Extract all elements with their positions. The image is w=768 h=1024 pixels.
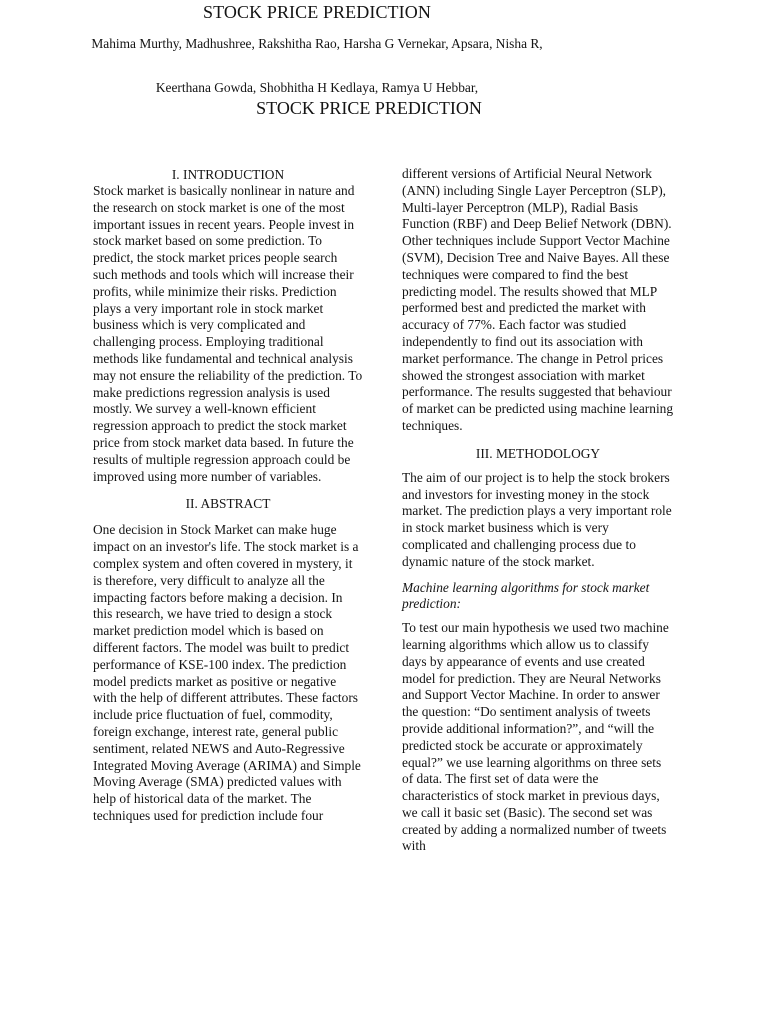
methodology-paragraph-2: To test our main hypothesis we used two machine learning algorithms which allow us to classify days by appearance of events and use created model for prediction. They are Neural Networks and Support Vector Machine. In order to answer the question: “Do sentiment analysis of tweets provide additional information?”, and “will the predicted stock be accurate or approximately equal?” we use learning algorithms on three sets of data. The first set of data were the characteristics of stock market in previous days, we call it basic set (Basic). The second set was created by adding a normalized number of tweets with bbox=[402, 620, 669, 854]
methodology-subheading: Machine learning algorithms for stock market prediction: bbox=[402, 579, 650, 612]
abstract-paragraph-continued: different versions of Artificial Neural Network (ANN) including Single Layer Perceptron (SLP), Multi-layer Perceptron (MLP), Radial Basis Function (RBF) and Deep Belief Network (DBN). Other techniques include Support Vector Machine (SVM), Decision Tree and Naive Bayes. All these techniques were compared to find the best predicting model. The results showed that MLP performed best and predicted the market with accuracy of 77%. Each factor was studied independently to find out its association with market performance. The change in Petrol prices showed the strongest association with market performance. The results suggested that behaviour of market can be predicted using machine learning techniques. bbox=[402, 166, 674, 433]
author-list-continued: Keerthana Gowda, Shobhitha H Kedlaya, Ramya U Hebbar, bbox=[155, 80, 479, 95]
methodology-heading: III. METHODOLOGY bbox=[475, 445, 601, 461]
methodology-paragraph: The aim of our project is to help the stock brokers and investors for investing money in the stock market. The prediction plays a very important role in stock market business which is very complicated and challenging process due to dynamic nature of the stock market. bbox=[402, 469, 672, 569]
abstract-heading: II. ABSTRACT bbox=[185, 496, 271, 512]
abstract-paragraph: One decision in Stock Market can make huge impact on an investor's life. The stock market is a complex system and often covered in mystery, it is therefore, very difficult to analyze all the impacting factors before making a decision. In this research, we have tried to design a stock market prediction model which is based on different factors. The model was built to predict performance of KSE-100 index. The prediction model predicts market as positive or negative with the help of different attributes. These factors include price fluctuation of fuel, commodity, foreign exchange, interest rate, general public sentiment, related NEWS and Auto-Regressive Integrated Moving Average (ARIMA) and Simple Moving Average (SMA) predicted values with help of historical data of the market. The techniques used for prediction include four bbox=[93, 522, 361, 823]
header-title: STOCK PRICE PREDICTION bbox=[203, 2, 431, 22]
paper-title: STOCK PRICE PREDICTION bbox=[256, 98, 482, 118]
left-column bbox=[93, 166, 363, 825]
introduction-paragraph: Stock market is basically nonlinear in nature and the research on stock market is one of the most important issues in recent years. People invest in stock market based on some prediction. To predict, the stock market prices people search such methods and tools which will increase their profits, while minimize their risks. Prediction plays a very important role in stock market business which is very complicated and challenging process. Employing traditional methods like fundamental and technical analysis may not ensure the reliability of the prediction. To make predictions regression analysis is used mostly. We survey a well-known efficient regression approach to predict the stock market price from stock market data based. In future the results of multiple regression approach could be improved using more number of variables. bbox=[93, 183, 363, 484]
right-column bbox=[402, 166, 674, 855]
author-list: Mahima Murthy, Madhushree, Rakshitha Rao, Harsha G Vernekar, Apsara, Nisha R, bbox=[91, 36, 543, 51]
introduction-heading: I. INTRODUCTION bbox=[171, 167, 285, 182]
